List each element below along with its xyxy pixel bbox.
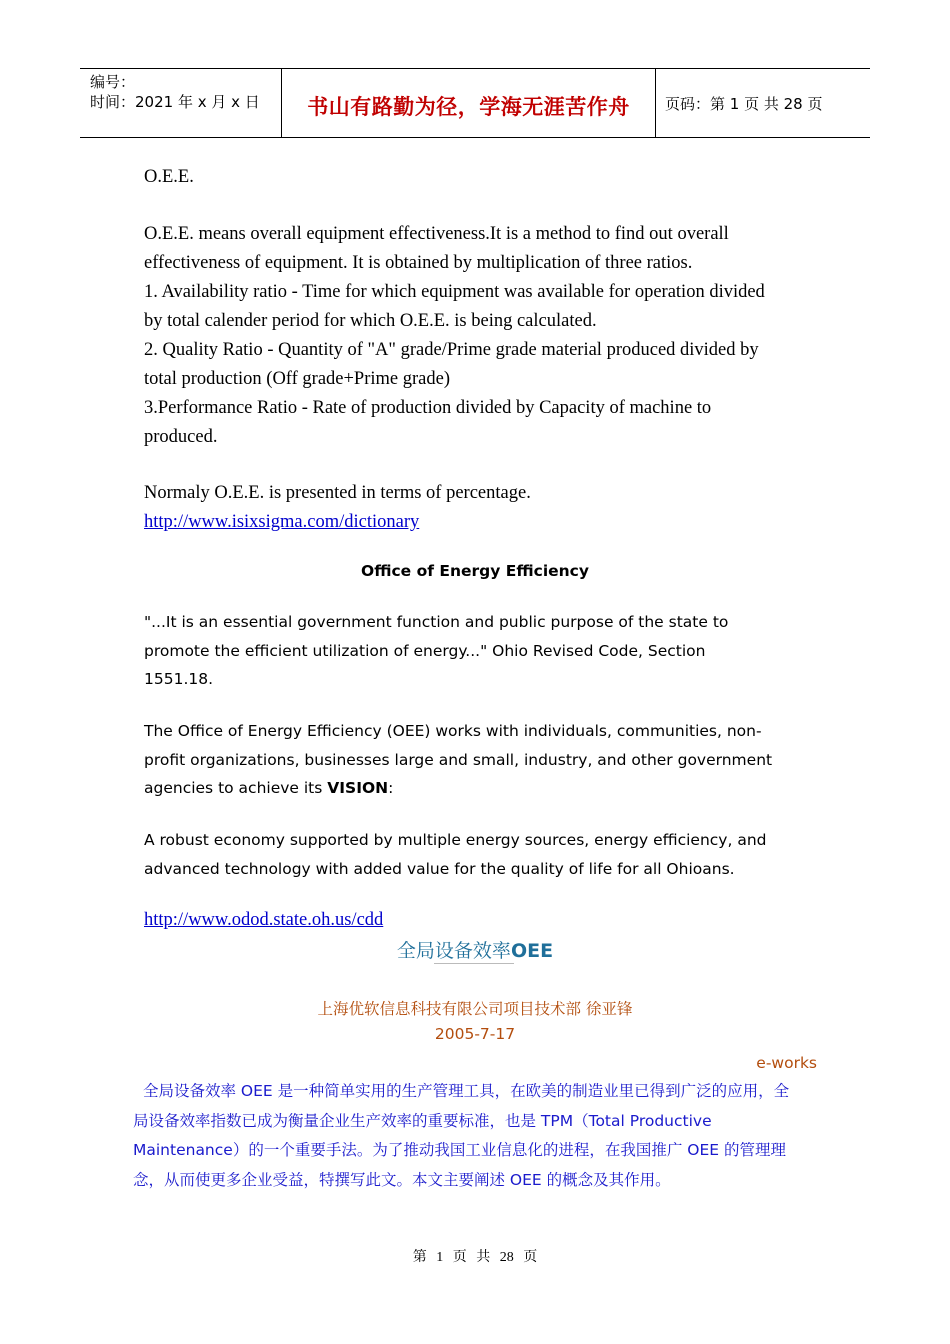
office-section-title: Office of Energy Efficiency bbox=[361, 562, 589, 580]
cn-abstract bbox=[133, 1077, 823, 1195]
oee-para-line: O.E.E. means overall equipment effectiveness.It is a method to find out overall bbox=[144, 224, 729, 244]
oee-paragraph bbox=[144, 220, 804, 452]
quote-line: 1551.18. bbox=[144, 670, 214, 688]
oee-title: O.E.E. bbox=[144, 167, 194, 187]
cn-source: e-works bbox=[756, 1054, 817, 1072]
document-code-label: 编号： bbox=[90, 73, 136, 91]
header-motto-cell bbox=[281, 69, 656, 137]
oee-list-item-performance-cont: produced. bbox=[144, 427, 218, 447]
page-header-table bbox=[80, 68, 870, 138]
oee-list-item-quality-cont: total production (Off grade+Prime grade) bbox=[144, 369, 450, 389]
office-quote bbox=[144, 608, 804, 694]
header-page-cell bbox=[655, 69, 870, 137]
vision-line: advanced technology with added value for the quality of life for all Ohioans. bbox=[144, 859, 735, 878]
title-underline bbox=[434, 963, 514, 964]
office-para-line: profit organizations, businesses large and small, industry, and other government bbox=[144, 750, 773, 769]
page-footer: 第 1 页 共 28 页 bbox=[412, 1250, 538, 1265]
vision-line: A robust economy supported by multiple energy sources, energy efficiency, and bbox=[144, 831, 767, 849]
office-paragraph bbox=[144, 717, 804, 803]
oee-list-item-performance: 3.Performance Ratio - Rate of production divided by Capacity of machine to bbox=[144, 398, 712, 418]
office-para-text: agencies to achieve its bbox=[144, 779, 328, 797]
document-time-label: 时间：2021 年 x 月 x 日 bbox=[90, 93, 260, 111]
abstract-line: Maintenance）的一个重要手法。为了推动我国工业信息化的进程，在我国推广 OEE 的管理理 bbox=[133, 1141, 786, 1159]
cn-date: 2005-7-17 bbox=[434, 1025, 516, 1043]
abstract-line: 全局设备效率 OEE 是一种简单实用的生产管理工具，在欧美的制造业里已得到广泛的应用，全 bbox=[143, 1082, 790, 1100]
odod-link-wrap bbox=[144, 906, 804, 935]
cn-article-title bbox=[0, 936, 950, 963]
quote-line: promote the efficient utilization of energy..." Ohio Revised Code, Section bbox=[144, 641, 706, 660]
oee-list-item-availability: 1. Availability ratio - Time for which equipment was available for operation divided bbox=[144, 282, 765, 302]
abstract-line: 局设备效率指数已成为衡量企业生产效率的重要标准，也是 TPM（Total Productive bbox=[133, 1111, 712, 1130]
quote-line: "...It is an essential government function and public purpose of the state to bbox=[144, 613, 729, 631]
colon-text: : bbox=[388, 779, 394, 797]
office-para-line: The Office of Energy Efficiency (OEE) works with individuals, communities, non- bbox=[144, 722, 762, 740]
oee-para-line: effectiveness of equipment. It is obtained by multiplication of three ratios. bbox=[144, 253, 693, 273]
odod-link[interactable]: http://www.odod.state.oh.us/cdd bbox=[144, 910, 384, 930]
isixsigma-link[interactable]: http://www.isixsigma.com/dictionary bbox=[144, 512, 420, 532]
oee-link-wrap bbox=[144, 508, 804, 537]
cn-title-acronym: OEE bbox=[510, 940, 554, 962]
header-motto: 书山有路勤为径，学海无涯苦作舟 bbox=[307, 95, 630, 119]
office-para-line bbox=[144, 774, 804, 803]
oee-list-item-availability-cont: by total calender period for which O.E.E. is being calculated. bbox=[144, 311, 597, 331]
oee-list-item-quality: 2. Quality Ratio - Quantity of "A" grade/Prime grade material produced divided by bbox=[144, 340, 759, 360]
cn-title-text: 全局设备效率 bbox=[396, 940, 511, 962]
vision-label: VISION bbox=[327, 779, 389, 797]
header-meta-cell bbox=[80, 69, 281, 137]
vision-statement bbox=[144, 826, 804, 883]
header-page-number: 页码：第 1 页 共 28 页 bbox=[665, 95, 823, 113]
oee-note: Normaly O.E.E. is presented in terms of percentage. bbox=[144, 483, 531, 503]
cn-author: 上海优软信息科技有限公司项目技术部 徐亚锋 bbox=[317, 1000, 633, 1018]
abstract-line: 念，从而使更多企业受益，特撰写此文。本文主要阐述 OEE 的概念及其作用。 bbox=[133, 1170, 671, 1189]
